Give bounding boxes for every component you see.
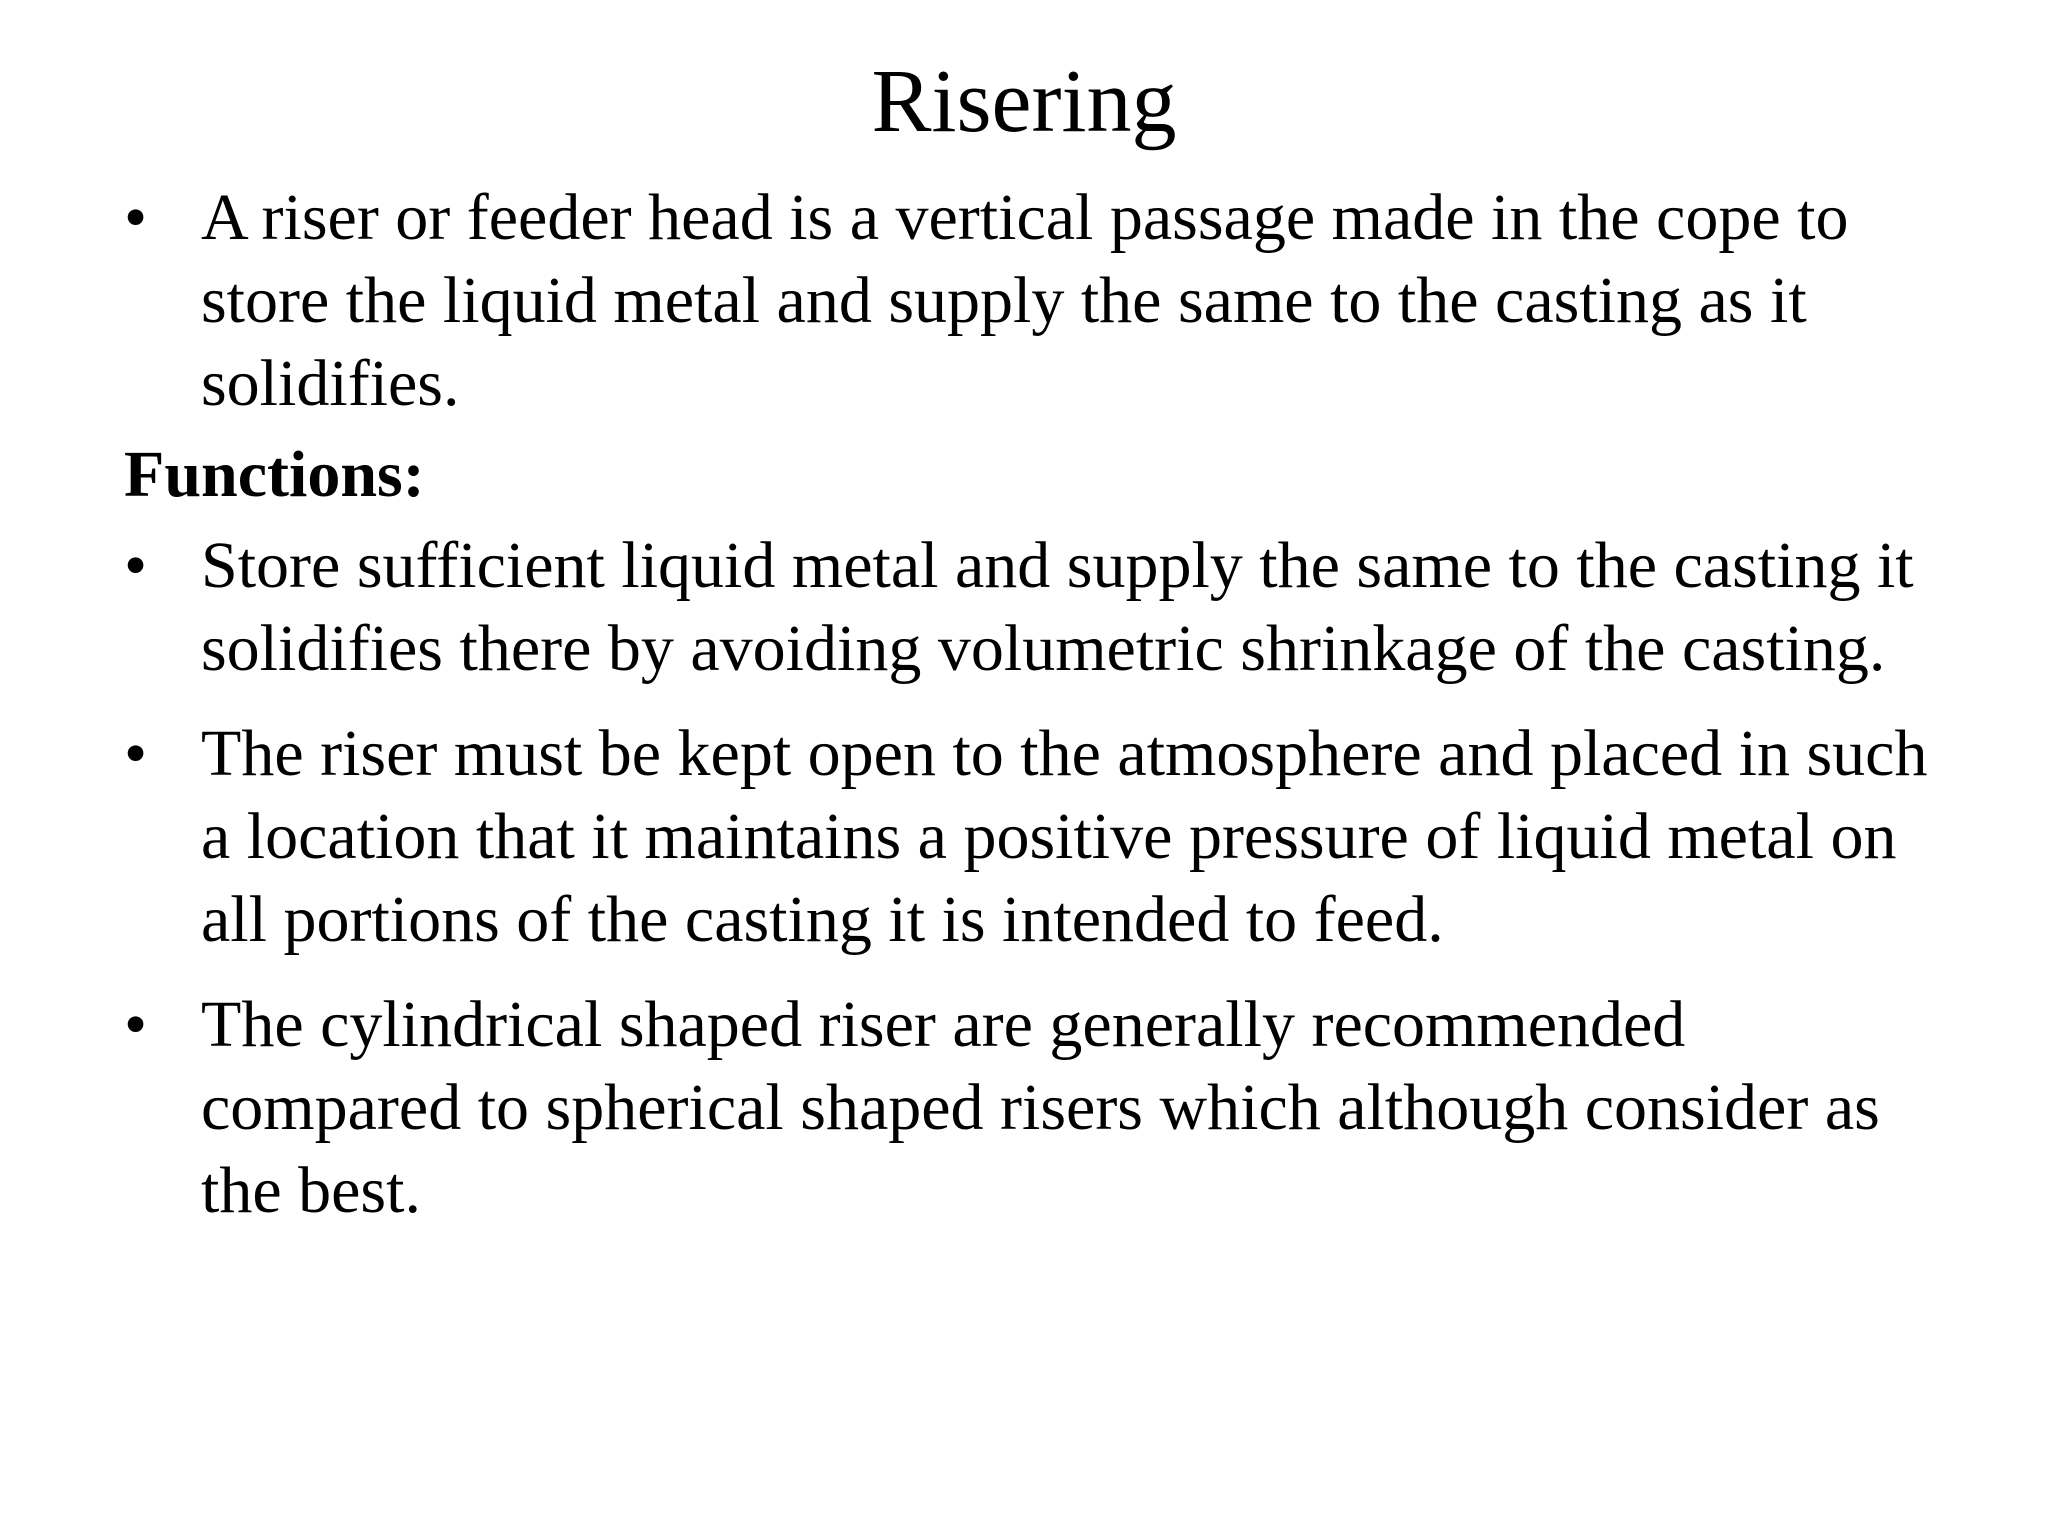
bullet-icon: • — [124, 181, 148, 254]
bullet-text: Store sufficient liquid metal and supply the same to the casting it solidifies there by avoiding volumetric shrinkage of the casting. — [201, 529, 1914, 685]
bullet-icon: • — [124, 717, 148, 790]
bullet-icon: • — [124, 529, 148, 602]
bullet-item-function-1 — [124, 524, 1954, 690]
slide-body — [124, 176, 1954, 1232]
bullet-item-function-2 — [124, 712, 1954, 961]
bullet-item-function-3 — [124, 983, 1954, 1232]
bullet-text: The cylindrical shaped riser are generally recommended compared to spherical shaped risers which although consider as the best. — [201, 988, 1880, 1227]
slide-title: Risering — [871, 52, 1177, 151]
bullet-text: A riser or feeder head is a vertical passage made in the cope to store the liquid metal and supply the same to the casting as it solidifies. — [201, 181, 1849, 420]
functions-heading: Functions: — [124, 438, 425, 511]
bullet-icon: • — [124, 988, 148, 1061]
bullet-item-intro — [124, 176, 1954, 425]
bullet-text: The riser must be kept open to the atmosphere and placed in such a location that it maintains a positive pressure of liquid metal on all portions of the casting it is intended to feed. — [201, 717, 1928, 956]
